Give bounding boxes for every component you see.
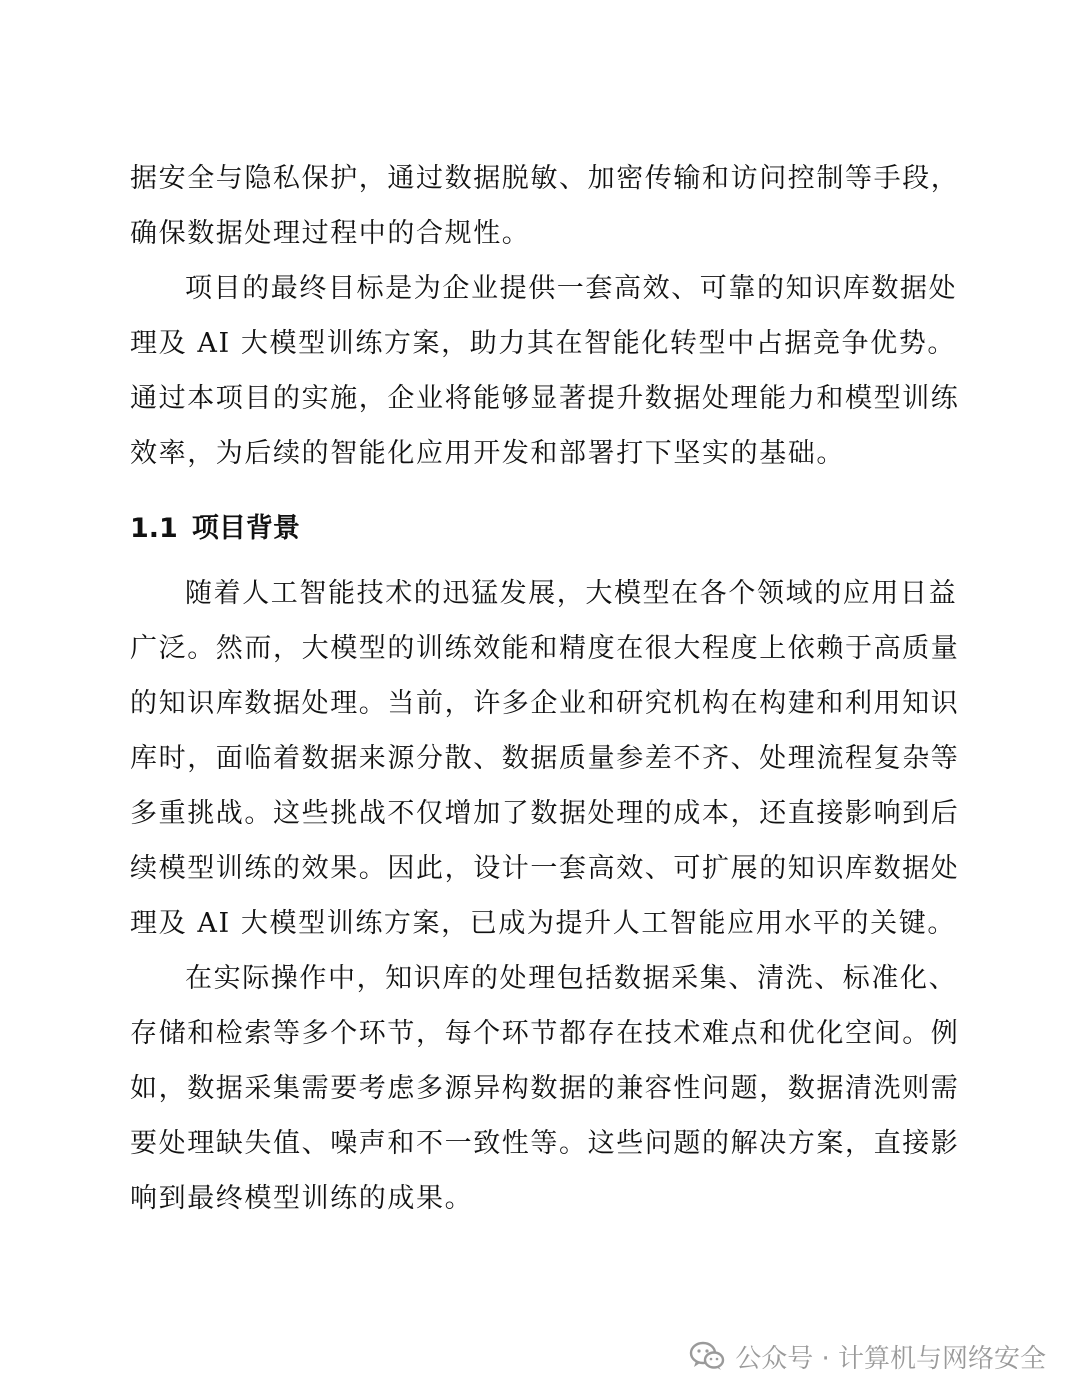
paragraph-line: 确保数据处理过程中的合规性。 [130,218,531,249]
paragraph-line: 项目的最终目标是为企业提供一套高效、可靠的知识库数据处 [185,273,958,304]
wechat-icon [689,1340,725,1372]
watermark [689,1336,1046,1376]
paragraph-line: 效率，为后续的智能化应用开发和部署打下坚实的基础。 [130,438,845,469]
watermark-text: 公众号 · 计算机与网络安全 [735,1343,1046,1374]
paragraph-line: 广泛。然而，大模型的训练效能和精度在很大程度上依赖于高质量 [130,633,960,664]
paragraph-line: 据安全与隐私保护，通过数据脱敏、加密传输和访问控制等手段， [130,163,960,194]
paragraph-line: 响到最终模型训练的成果。 [130,1183,474,1214]
paragraph-line: 如，数据采集需要考虑多源异构数据的兼容性问题，数据清洗则需 [130,1073,960,1104]
paragraph-line: 续模型训练的效果。因此，设计一套高效、可扩展的知识库数据处 [130,853,960,884]
section-number: 1.1 [130,513,178,544]
paragraph-line: 要处理缺失值、噪声和不一致性等。这些问题的解决方案，直接影 [130,1128,960,1159]
paragraph-line: 多重挑战。这些挑战不仅增加了数据处理的成本，还直接影响到后 [130,798,960,829]
section-heading [130,511,300,547]
paragraph-line: 随着人工智能技术的迅猛发展，大模型在各个领域的应用日益 [185,578,958,609]
paragraph-line: 的知识库数据处理。当前，许多企业和研究机构在构建和利用知识 [130,688,960,719]
paragraph-line: 理及 AI 大模型训练方案，已成为提升人工智能应用水平的关键。 [130,908,956,939]
paragraph-line: 在实际操作中，知识库的处理包括数据采集、清洗、标准化、 [185,963,958,994]
paragraph-line: 通过本项目的实施，企业将能够显著提升数据处理能力和模型训练 [130,383,960,414]
section-title: 项目背景 [191,513,300,544]
paragraph-line: 存储和检索等多个环节，每个环节都存在技术难点和优化空间。例 [130,1018,960,1049]
paragraph-line: 库时，面临着数据来源分散、数据质量参差不齐、处理流程复杂等 [130,743,960,774]
paragraph-line: 理及 AI 大模型训练方案，助力其在智能化转型中占据竞争优势。 [130,328,956,359]
